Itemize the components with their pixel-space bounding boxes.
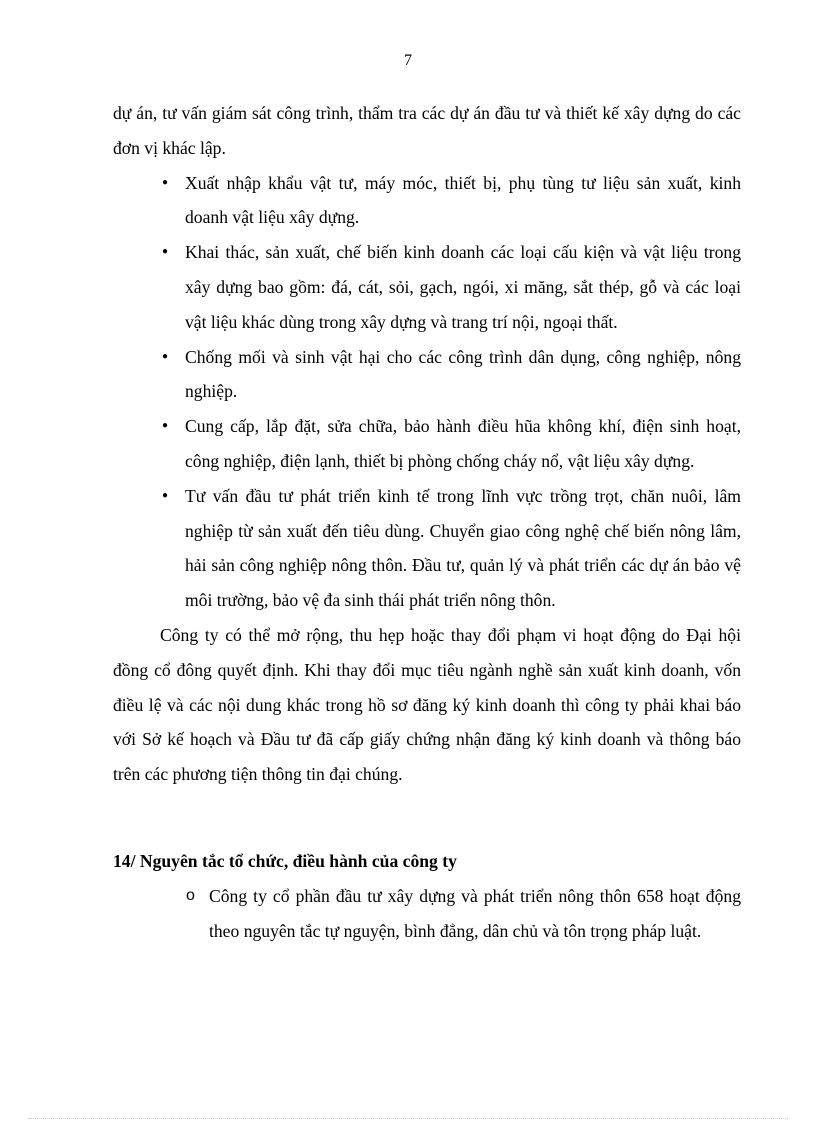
- section-heading: 14/ Nguyên tắc tổ chức, điều hành của công ty: [113, 850, 457, 871]
- list-item: ● Chống mối và sinh vật hại cho các công trình dân dụng, công nghiệp, nông nghiệp.: [185, 340, 741, 410]
- list-item: ● Cung cấp, lắp đặt, sửa chữa, bảo hành điều hũa không khí, điện sinh hoạt, công nghiệp, điện lạnh, thiết bị phòng chống cháy nổ, vật liệu xây dựng.: [185, 409, 741, 479]
- list-item: ● Khai thác, sản xuất, chế biến kinh doanh các loại cấu kiện và vật liệu trong xây dựng bao gồm: đá, cát, sỏi, gạch, ngói, xi măng, sắt thép, gỗ và các loại vật liệu khác dùng trong xây dựng và trang trí nội, ngoại thất.: [185, 235, 741, 339]
- intro-paragraph: dự án, tư vấn giám sát công trình, thẩm tra các dự án đầu tư và thiết kế xây dựng do các đơn vị khác lập.: [113, 103, 741, 158]
- scope-paragraph: Công ty có thể mở rộng, thu hẹp hoặc thay đổi phạm vi hoạt động do Đại hội đồng cổ đông quyết định. Khi thay đổi mục tiêu ngành nghề sản xuất kinh doanh, vốn điều lệ và các nội dung khác trong hồ sơ đăng ký kinh doanh thì công ty phải khai báo với Sở kế hoạch và Đầu tư đã cấp giấy chứng nhận đăng ký kinh doanh và thông báo trên các phương tiện thông tin đại chúng.: [113, 624, 741, 785]
- business-lines-list: [113, 166, 741, 618]
- list-item: ● Tư vấn đầu tư phát triển kinh tế trong lĩnh vực trồng trọt, chăn nuôi, lâm nghiệp từ sản xuất đến tiêu dùng. Chuyển giao công nghệ chế biến nông lâm, hải sản công nghiệp nông thôn. Đầu tư, quản lý và phát triển các dự án bảo vệ môi trường, bảo vệ đa sinh thái phát triển nông thôn.: [185, 479, 741, 618]
- page-number: 7: [404, 52, 412, 69]
- list-item: o Công ty cổ phần đầu tư xây dựng và phát triển nông thôn 658 hoạt động theo nguyên tắc tự nguyện, bình đẳng, dân chủ và tôn trọng pháp luật.: [209, 879, 741, 949]
- document-body: [113, 96, 741, 948]
- list-item: ● Xuất nhập khẩu vật tư, máy móc, thiết bị, phụ tùng tư liệu sản xuất, kinh doanh vật liệu xây dựng.: [185, 166, 741, 236]
- page-bottom-divider: [28, 1118, 788, 1119]
- principles-list: [113, 879, 741, 949]
